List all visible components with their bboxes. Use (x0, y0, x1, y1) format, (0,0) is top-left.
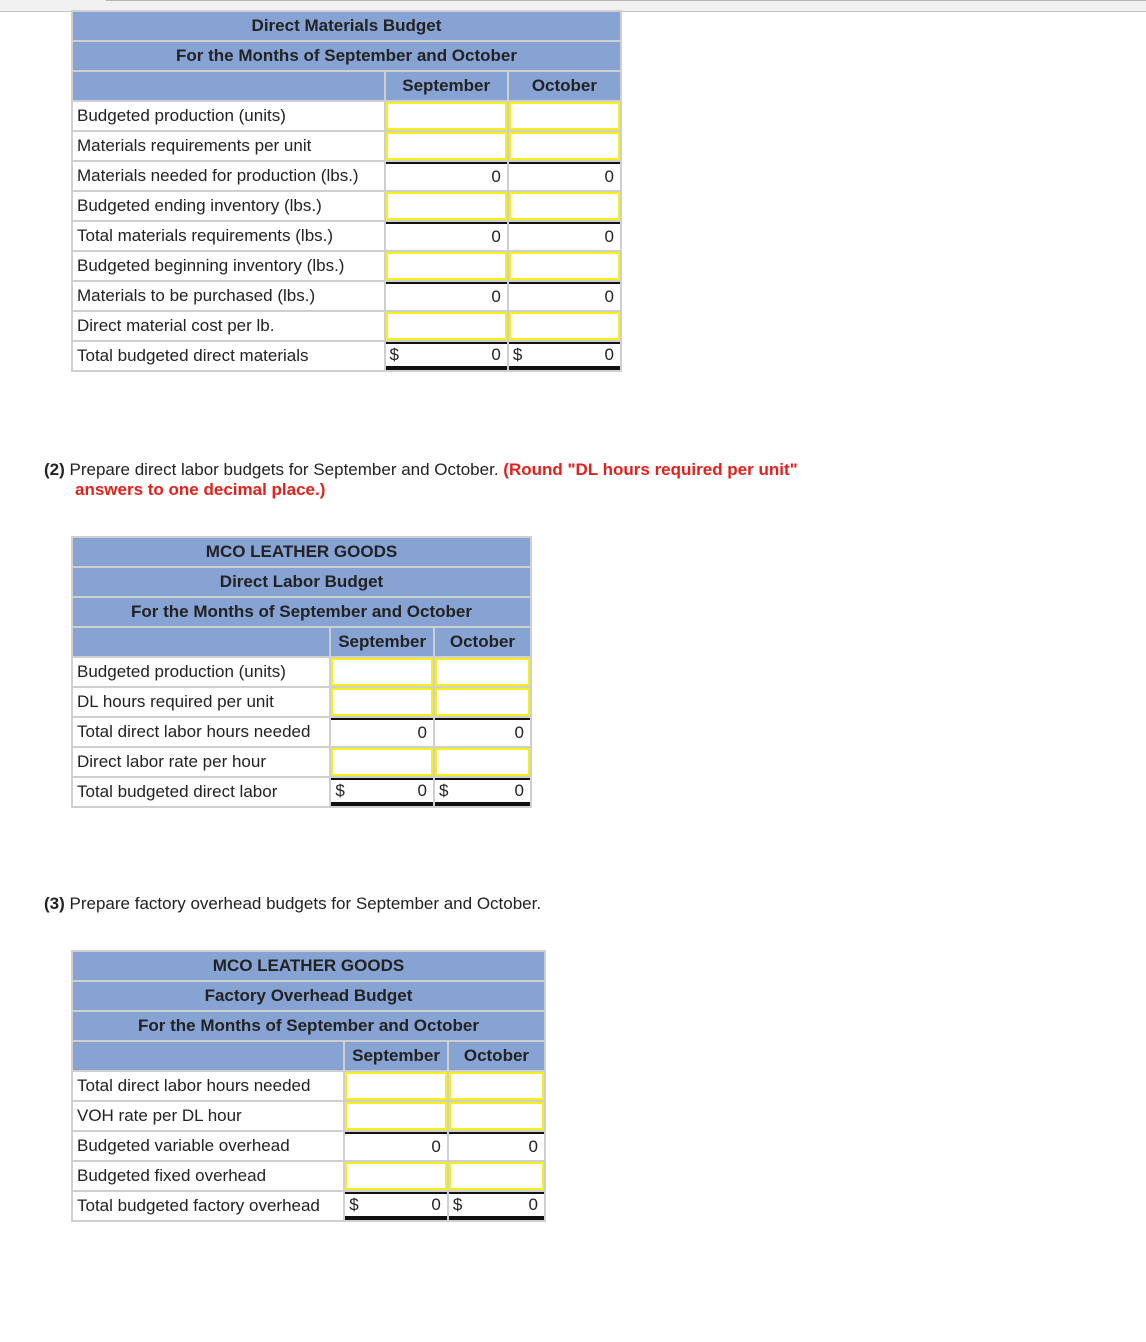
row-label: Budgeted ending inventory (lbs.) (73, 192, 384, 220)
total-value: 0 (528, 1195, 538, 1214)
table-row (73, 162, 620, 190)
row-label: Total direct labor hours needed (73, 718, 329, 746)
table-row (73, 102, 620, 130)
materials-to-be-purchased-lbs-october-value: 0 (509, 282, 620, 310)
company-name: MCO LEATHER GOODS (73, 538, 530, 566)
instruction-number: (3) (44, 894, 65, 913)
row-label: Total budgeted direct labor (73, 778, 329, 806)
total-budgeted-direct-labor-october-total (435, 778, 530, 806)
table-row (73, 252, 620, 280)
direct-labor-budget-table (71, 536, 532, 808)
budget-title: Direct Labor Budget (73, 568, 530, 596)
total-budgeted-direct-materials-october-total (509, 342, 620, 370)
row-label: Budgeted production (units) (73, 102, 384, 130)
factory-overhead-budget-table (71, 950, 546, 1222)
input-cell (345, 1162, 447, 1190)
input-cell (435, 688, 530, 716)
table-row (73, 1072, 544, 1100)
budgeted-ending-inventory-lbs-september-input[interactable] (388, 194, 505, 218)
materials-needed-for-production-lbs-september-value: 0 (386, 162, 507, 190)
input-cell (509, 252, 620, 280)
input-cell (509, 102, 620, 130)
total-budgeted-factory-overhead-october-total (449, 1192, 544, 1220)
currency-symbol: $ (438, 781, 449, 800)
currency-symbol: $ (512, 345, 523, 364)
input-cell (509, 132, 620, 160)
column-header-september: September (386, 72, 507, 100)
total-value: 0 (431, 1195, 441, 1214)
instruction-3 (44, 894, 744, 914)
total-value: 0 (417, 781, 427, 800)
instruction-text: Prepare direct labor budgets for September and October. (69, 460, 499, 479)
total-budgeted-factory-overhead-september-total (345, 1192, 447, 1220)
input-cell (386, 312, 507, 340)
table-row (73, 192, 620, 220)
column-header-september: September (345, 1042, 447, 1070)
input-cell (386, 252, 507, 280)
budgeted-production-units-september-input[interactable] (388, 104, 505, 128)
row-label: Materials requirements per unit (73, 132, 384, 160)
input-cell (386, 132, 507, 160)
row-label: Materials to be purchased (lbs.) (73, 282, 384, 310)
budgeted-variable-overhead-october-value: 0 (449, 1132, 544, 1160)
input-cell (509, 192, 620, 220)
budgeted-production-units-october-input[interactable] (511, 104, 618, 128)
rounding-note: (Round "DL hours required per unit" (503, 460, 798, 479)
row-label: DL hours required per unit (73, 688, 329, 716)
materials-requirements-per-unit-september-input[interactable] (388, 134, 505, 158)
total-value: 0 (491, 345, 501, 364)
dl-hours-required-per-unit-september-input[interactable] (333, 690, 431, 714)
input-cell (435, 748, 530, 776)
direct-labor-rate-per-hour-october-input[interactable] (437, 750, 528, 774)
row-label: Total materials requirements (lbs.) (73, 222, 384, 250)
budget-title: Factory Overhead Budget (73, 982, 544, 1010)
input-cell (345, 1072, 447, 1100)
direct-labor-rate-per-hour-september-input[interactable] (333, 750, 431, 774)
direct-materials-budget-table (71, 10, 622, 372)
table-row (73, 1102, 544, 1130)
budget-period: For the Months of September and October (73, 598, 530, 626)
input-cell (331, 688, 433, 716)
currency-symbol: $ (349, 1195, 359, 1214)
budgeted-beginning-inventory-lbs-september-input[interactable] (388, 254, 505, 278)
currency-symbol: $ (389, 345, 399, 364)
input-cell (345, 1102, 447, 1130)
table-row (73, 312, 620, 340)
table-row (73, 1192, 544, 1220)
materials-requirements-per-unit-october-input[interactable] (511, 134, 618, 158)
budgeted-fixed-overhead-september-input[interactable] (347, 1164, 445, 1188)
row-label: Direct material cost per lb. (73, 312, 384, 340)
row-label: Budgeted variable overhead (73, 1132, 343, 1160)
column-header-september: September (331, 628, 433, 656)
table-row (73, 222, 620, 250)
budgeted-ending-inventory-lbs-october-input[interactable] (511, 194, 618, 218)
total-direct-labor-hours-needed-october-value: 0 (435, 718, 530, 746)
column-header-october: October (509, 72, 620, 100)
budget-title: Direct Materials Budget (73, 12, 620, 40)
header-blank (73, 628, 329, 656)
dl-hours-required-per-unit-october-input[interactable] (437, 690, 528, 714)
total-budgeted-direct-materials-september-total (386, 342, 507, 370)
currency-symbol: $ (335, 781, 345, 800)
direct-material-cost-per-lb-september-input[interactable] (388, 314, 505, 338)
input-cell (449, 1162, 544, 1190)
input-cell (435, 658, 530, 686)
instruction-text: Prepare factory overhead budgets for September and October. (69, 894, 542, 913)
row-label: Direct labor rate per hour (73, 748, 329, 776)
instruction-number: (2) (44, 460, 65, 479)
voh-rate-per-dl-hour-october-input[interactable] (451, 1104, 542, 1128)
header-blank (73, 72, 384, 100)
table-row (73, 748, 530, 776)
rounding-note-cont: answers to one decimal place.) (75, 480, 326, 499)
budgeted-production-units-october-input[interactable] (437, 660, 528, 684)
input-cell (386, 192, 507, 220)
voh-rate-per-dl-hour-september-input[interactable] (347, 1104, 445, 1128)
table-row (73, 688, 530, 716)
budget-period: For the Months of September and October (73, 1012, 544, 1040)
total-materials-requirements-lbs-september-value: 0 (386, 222, 507, 250)
total-materials-requirements-lbs-october-value: 0 (509, 222, 620, 250)
materials-to-be-purchased-lbs-september-value: 0 (386, 282, 507, 310)
row-label: VOH rate per DL hour (73, 1102, 343, 1130)
row-label: Total budgeted direct materials (73, 342, 384, 370)
currency-symbol: $ (452, 1195, 463, 1214)
row-label: Budgeted beginning inventory (lbs.) (73, 252, 384, 280)
budgeted-variable-overhead-september-value: 0 (345, 1132, 447, 1160)
total-direct-labor-hours-needed-september-input[interactable] (347, 1074, 445, 1098)
column-header-october: October (449, 1042, 544, 1070)
row-label: Total direct labor hours needed (73, 1072, 343, 1100)
instruction-2 (44, 460, 864, 500)
table-row (73, 1132, 544, 1160)
total-budgeted-direct-labor-september-total (331, 778, 433, 806)
table-row (73, 658, 530, 686)
row-label: Materials needed for production (lbs.) (73, 162, 384, 190)
row-label: Total budgeted factory overhead (73, 1192, 343, 1220)
input-cell (449, 1102, 544, 1130)
row-label: Budgeted production (units) (73, 658, 329, 686)
direct-material-cost-per-lb-october-input[interactable] (511, 314, 618, 338)
budgeted-fixed-overhead-october-input[interactable] (451, 1164, 542, 1188)
budget-period: For the Months of September and October (73, 42, 620, 70)
materials-needed-for-production-lbs-october-value: 0 (509, 162, 620, 190)
total-value: 0 (604, 345, 614, 364)
table-row (73, 342, 620, 370)
table-row (73, 778, 530, 806)
company-name: MCO LEATHER GOODS (73, 952, 544, 980)
row-label: Budgeted fixed overhead (73, 1162, 343, 1190)
column-header-october: October (435, 628, 530, 656)
total-direct-labor-hours-needed-october-input[interactable] (451, 1074, 542, 1098)
input-cell (331, 658, 433, 686)
table-row (73, 1162, 544, 1190)
input-cell (509, 312, 620, 340)
total-value: 0 (514, 781, 524, 800)
input-cell (331, 748, 433, 776)
budgeted-beginning-inventory-lbs-october-input[interactable] (511, 254, 618, 278)
table-row (73, 282, 620, 310)
table-row (73, 718, 530, 746)
input-cell (449, 1072, 544, 1100)
table-row (73, 132, 620, 160)
budgeted-production-units-september-input[interactable] (333, 660, 431, 684)
input-cell (386, 102, 507, 130)
total-direct-labor-hours-needed-september-value: 0 (331, 718, 433, 746)
header-blank (73, 1042, 343, 1070)
